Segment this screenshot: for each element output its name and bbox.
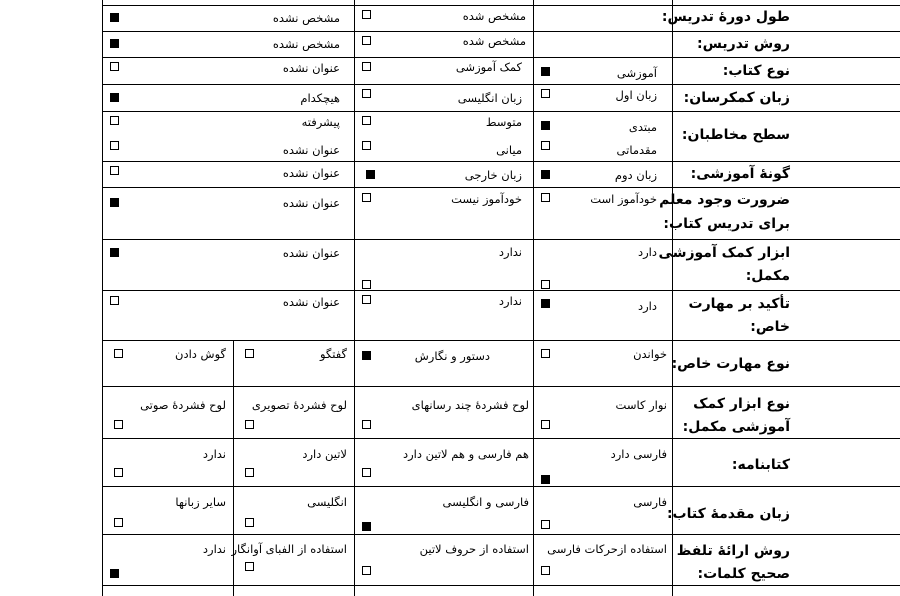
option-label: زبان انگلیسی (457, 91, 522, 105)
column-divider (533, 0, 534, 340)
row-divider (102, 290, 900, 291)
checkbox-checked[interactable] (110, 93, 119, 102)
row-divider (102, 161, 900, 162)
checkbox[interactable] (362, 89, 371, 98)
checkbox[interactable] (245, 518, 254, 527)
checkbox[interactable] (362, 295, 371, 304)
row-label-teaching-method: روش تدریس: (696, 36, 790, 52)
column-divider (354, 0, 355, 340)
option-label: لوح فشردهٔ چند رسانهای (411, 398, 529, 412)
option-label: عنوان نشده (282, 143, 340, 157)
checkbox-checked[interactable] (541, 121, 550, 130)
checkbox[interactable] (362, 280, 371, 289)
option-label: ندارد (498, 294, 522, 308)
row-label-supplementary-tools-line1: ابزار کمک آموزشی (658, 245, 790, 261)
row-label-introduction-language: زبان مقدمهٔ کتاب: (666, 506, 790, 522)
option-label: مشخص نشده (272, 11, 340, 25)
option-label: ندارد (202, 542, 226, 556)
checkbox-checked[interactable] (110, 39, 119, 48)
checkbox-checked[interactable] (110, 248, 119, 257)
option-label: آموزشی (616, 66, 657, 80)
checkbox-checked[interactable] (541, 299, 550, 308)
row-divider (102, 486, 900, 487)
option-label: گوش دادن (175, 347, 226, 361)
checkbox[interactable] (110, 62, 119, 71)
checkbox[interactable] (541, 193, 550, 202)
checkbox[interactable] (362, 468, 371, 477)
option-label: استفاده ازحرکات فارسی (547, 542, 667, 556)
checkbox[interactable] (114, 468, 123, 477)
option-label: مشخص شده (462, 9, 526, 23)
checkbox[interactable] (114, 420, 123, 429)
option-label: عنوان نشده (282, 295, 340, 309)
option-label: عنوان نشده (282, 61, 340, 75)
option-label: سایر زبانها (175, 495, 226, 509)
checkbox[interactable] (110, 116, 119, 125)
option-label: زبان خارجی (464, 168, 522, 182)
option-label: انگلیسی (307, 495, 347, 509)
checkbox[interactable] (541, 520, 550, 529)
checkbox[interactable] (114, 349, 123, 358)
option-label: پیشرفته (301, 115, 340, 129)
row-label-pronunciation-method-line2: صحیح کلمات: (697, 566, 790, 582)
table-left-border (102, 0, 103, 596)
option-label: متوسط (485, 115, 522, 129)
checkbox-checked[interactable] (541, 170, 550, 179)
checkbox[interactable] (362, 116, 371, 125)
row-label-skill-emphasis-line1: تأکید بر مهارت (688, 296, 790, 312)
option-label: گفتگو (319, 347, 347, 361)
option-label: خودآموز است (590, 192, 657, 206)
row-label-helper-language: زبان کمکرسان: (683, 90, 790, 106)
checkbox[interactable] (110, 166, 119, 175)
checkbox-checked[interactable] (366, 170, 375, 179)
option-label: هم فارسی و هم لاتین دارد (402, 447, 529, 461)
option-label: لاتین دارد (302, 447, 347, 461)
option-label: فارسی (633, 495, 667, 509)
option-label: دارد (638, 299, 657, 313)
row-divider (102, 438, 900, 439)
checkbox[interactable] (362, 62, 371, 71)
option-label: مبتدی (628, 120, 657, 134)
checkbox[interactable] (110, 296, 119, 305)
option-label: نوار کاست (615, 398, 667, 412)
option-label: خودآموز نیست (451, 192, 522, 206)
option-label: لوح فشردهٔ تصویری (251, 398, 347, 412)
option-label: فارسی دارد (610, 447, 667, 461)
checkbox[interactable] (245, 468, 254, 477)
checkbox[interactable] (541, 349, 550, 358)
option-label: فارسی و انگلیسی (442, 495, 529, 509)
row-divider (102, 585, 900, 586)
row-label-skill-emphasis-line2: خاص: (750, 319, 790, 335)
checkbox[interactable] (245, 420, 254, 429)
column-divider (533, 340, 534, 596)
checkbox[interactable] (362, 193, 371, 202)
checkbox[interactable] (541, 420, 550, 429)
option-label: دستور و نگارش (414, 349, 490, 363)
row-label-bibliography: کتابنامه: (731, 457, 790, 473)
row-label-book-type: نوع کتاب: (722, 63, 790, 79)
option-label: مشخص شده (462, 34, 526, 48)
checkbox-checked[interactable] (541, 67, 550, 76)
column-divider (233, 340, 234, 596)
option-label: کمک آموزشی (455, 60, 522, 74)
column-divider (354, 340, 355, 596)
checkbox[interactable] (541, 141, 550, 150)
option-label: عنوان نشده (282, 166, 340, 180)
checkbox[interactable] (245, 349, 254, 358)
row-label-education-type: گونهٔ آموزشی: (690, 166, 790, 182)
row-divider (102, 57, 900, 58)
row-divider (102, 187, 900, 188)
option-label: استفاده از حروف لاتین (419, 542, 529, 556)
row-divider (102, 31, 900, 32)
row-divider (102, 340, 900, 341)
option-label: ندارد (498, 245, 522, 259)
checkbox[interactable] (245, 562, 254, 571)
option-label: مشخص نشده (272, 37, 340, 51)
row-label-tool-type-line2: آموزشی مکمل: (682, 419, 790, 435)
row-label-teacher-required-line2: برای تدریس کتاب: (663, 216, 790, 232)
checkbox[interactable] (541, 566, 550, 575)
row-label-skill-type: نوع مهارت خاص: (671, 356, 790, 372)
row-divider (102, 84, 900, 85)
option-label: دارد (638, 245, 657, 259)
checkbox-checked[interactable] (362, 351, 371, 360)
row-label-teaching-duration: طول دورهٔ تدریس: (661, 9, 790, 25)
row-label-audience-level: سطح مخاطبان: (681, 127, 790, 143)
option-label: میانی (496, 143, 522, 157)
option-label: لوح فشردهٔ صوتی (140, 398, 226, 412)
checkbox-checked[interactable] (110, 13, 119, 22)
option-label: زبان دوم (614, 168, 657, 182)
option-label: عنوان نشده (282, 196, 340, 210)
row-label-pronunciation-method-line1: روش ارائهٔ تلفظ (676, 543, 790, 559)
checkbox[interactable] (362, 141, 371, 150)
row-divider (102, 111, 900, 112)
checkbox[interactable] (362, 36, 371, 45)
checkbox-checked[interactable] (110, 569, 119, 578)
checkbox[interactable] (362, 10, 371, 19)
checkbox[interactable] (114, 518, 123, 527)
option-label: عنوان نشده (282, 246, 340, 260)
checkbox[interactable] (541, 280, 550, 289)
row-label-supplementary-tools-line2: مکمل: (745, 268, 790, 284)
row-divider (102, 386, 900, 387)
option-label: استفاده از الفبای آوانگار (231, 542, 347, 556)
option-label: ندارد (202, 447, 226, 461)
option-label: زبان اول (615, 88, 657, 102)
row-divider (102, 239, 900, 240)
checkbox[interactable] (362, 420, 371, 429)
option-label: خواندن (633, 347, 667, 361)
checkbox[interactable] (110, 141, 119, 150)
option-label: هیچکدام (300, 91, 340, 105)
checkbox[interactable] (362, 566, 371, 575)
row-label-teacher-required-line1: ضرورت وجود معلم (659, 192, 790, 208)
row-divider (102, 534, 900, 535)
row-label-tool-type-line1: نوع ابزار کمک (693, 396, 790, 412)
checkbox-checked[interactable] (110, 198, 119, 207)
checkbox[interactable] (541, 89, 550, 98)
checkbox-checked[interactable] (541, 475, 550, 484)
checkbox-checked[interactable] (362, 522, 371, 531)
option-label: مقدماتی (616, 143, 657, 157)
